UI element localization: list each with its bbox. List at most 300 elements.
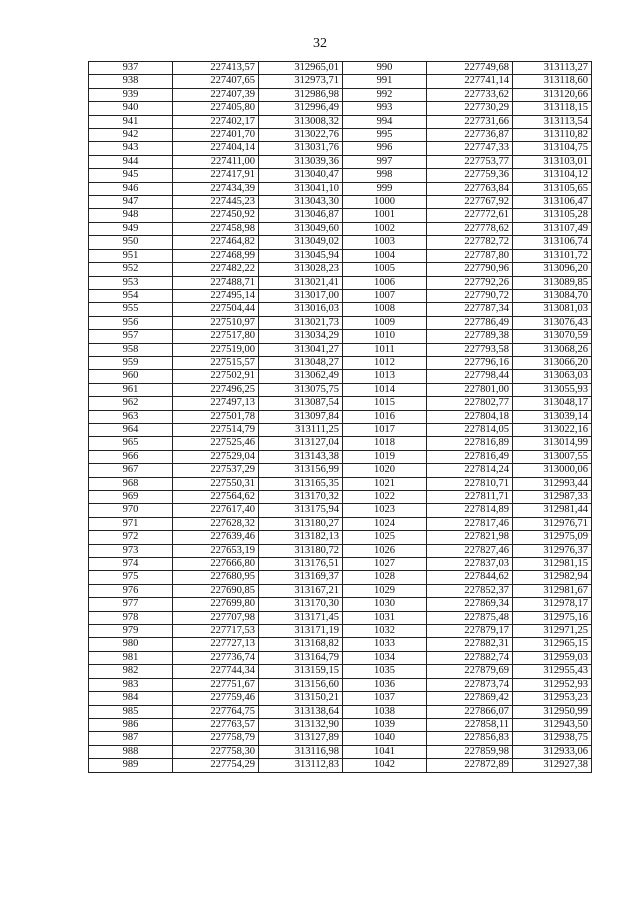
point-number-cell: 1015 bbox=[343, 397, 427, 410]
point-number-cell: 994 bbox=[343, 115, 427, 128]
x-coordinate-cell: 227811,71 bbox=[427, 491, 513, 504]
y-coordinate-cell: 312987,33 bbox=[513, 491, 592, 504]
x-coordinate-cell: 227402,17 bbox=[173, 115, 259, 128]
table-row bbox=[89, 759, 592, 772]
point-number-cell: 968 bbox=[89, 477, 173, 490]
x-coordinate-cell: 227690,85 bbox=[173, 584, 259, 597]
point-number-cell: 976 bbox=[89, 584, 173, 597]
point-number-cell: 991 bbox=[343, 75, 427, 88]
table-row bbox=[89, 450, 592, 463]
x-coordinate-cell: 227405,80 bbox=[173, 102, 259, 115]
table-row bbox=[89, 464, 592, 477]
x-coordinate-cell: 227741,14 bbox=[427, 75, 513, 88]
table-row bbox=[89, 236, 592, 249]
x-coordinate-cell: 227502,91 bbox=[173, 370, 259, 383]
y-coordinate-cell: 313127,04 bbox=[259, 437, 343, 450]
point-number-cell: 987 bbox=[89, 732, 173, 745]
table-row bbox=[89, 263, 592, 276]
y-coordinate-cell: 313048,17 bbox=[513, 397, 592, 410]
point-number-cell: 1010 bbox=[343, 330, 427, 343]
x-coordinate-cell: 227749,68 bbox=[427, 62, 513, 75]
x-coordinate-cell: 227666,80 bbox=[173, 558, 259, 571]
point-number-cell: 998 bbox=[343, 169, 427, 182]
point-number-cell: 1042 bbox=[343, 759, 427, 772]
y-coordinate-cell: 312981,15 bbox=[513, 558, 592, 571]
point-number-cell: 1037 bbox=[343, 692, 427, 705]
table-row bbox=[89, 705, 592, 718]
x-coordinate-cell: 227763,84 bbox=[427, 182, 513, 195]
x-coordinate-cell: 227814,24 bbox=[427, 464, 513, 477]
y-coordinate-cell: 313089,85 bbox=[513, 276, 592, 289]
point-number-cell: 940 bbox=[89, 102, 173, 115]
table-row bbox=[89, 303, 592, 316]
point-number-cell: 972 bbox=[89, 531, 173, 544]
x-coordinate-cell: 227821,98 bbox=[427, 531, 513, 544]
point-number-cell: 939 bbox=[89, 88, 173, 101]
point-number-cell: 1000 bbox=[343, 196, 427, 209]
point-number-cell: 961 bbox=[89, 383, 173, 396]
x-coordinate-cell: 227787,34 bbox=[427, 303, 513, 316]
x-coordinate-cell: 227497,13 bbox=[173, 397, 259, 410]
y-coordinate-cell: 313106,47 bbox=[513, 196, 592, 209]
x-coordinate-cell: 227458,98 bbox=[173, 222, 259, 235]
y-coordinate-cell: 313107,49 bbox=[513, 222, 592, 235]
y-coordinate-cell: 313156,60 bbox=[259, 678, 343, 691]
point-number-cell: 970 bbox=[89, 504, 173, 517]
y-coordinate-cell: 313105,28 bbox=[513, 209, 592, 222]
point-number-cell: 981 bbox=[89, 651, 173, 664]
y-coordinate-cell: 313101,72 bbox=[513, 249, 592, 262]
y-coordinate-cell: 312971,25 bbox=[513, 625, 592, 638]
point-number-cell: 999 bbox=[343, 182, 427, 195]
x-coordinate-cell: 227639,46 bbox=[173, 531, 259, 544]
x-coordinate-cell: 227814,89 bbox=[427, 504, 513, 517]
x-coordinate-cell: 227872,89 bbox=[427, 759, 513, 772]
point-number-cell: 997 bbox=[343, 155, 427, 168]
x-coordinate-cell: 227789,38 bbox=[427, 330, 513, 343]
y-coordinate-cell: 313049,60 bbox=[259, 222, 343, 235]
x-coordinate-cell: 227763,57 bbox=[173, 718, 259, 731]
table-row bbox=[89, 638, 592, 651]
y-coordinate-cell: 313180,72 bbox=[259, 544, 343, 557]
table-row bbox=[89, 678, 592, 691]
y-coordinate-cell: 312973,71 bbox=[259, 75, 343, 88]
x-coordinate-cell: 227504,44 bbox=[173, 303, 259, 316]
x-coordinate-cell: 227804,18 bbox=[427, 410, 513, 423]
y-coordinate-cell: 313068,26 bbox=[513, 343, 592, 356]
x-coordinate-cell: 227772,61 bbox=[427, 209, 513, 222]
x-coordinate-cell: 227764,75 bbox=[173, 705, 259, 718]
y-coordinate-cell: 313045,94 bbox=[259, 249, 343, 262]
point-number-cell: 1041 bbox=[343, 745, 427, 758]
table-row bbox=[89, 383, 592, 396]
x-coordinate-cell: 227754,29 bbox=[173, 759, 259, 772]
table-row bbox=[89, 88, 592, 101]
point-number-cell: 1018 bbox=[343, 437, 427, 450]
x-coordinate-cell: 227628,32 bbox=[173, 517, 259, 530]
y-coordinate-cell: 312950,99 bbox=[513, 705, 592, 718]
x-coordinate-cell: 227787,80 bbox=[427, 249, 513, 262]
table-row bbox=[89, 289, 592, 302]
x-coordinate-cell: 227717,53 bbox=[173, 625, 259, 638]
x-coordinate-cell: 227501,78 bbox=[173, 410, 259, 423]
x-coordinate-cell: 227801,00 bbox=[427, 383, 513, 396]
point-number-cell: 949 bbox=[89, 222, 173, 235]
x-coordinate-cell: 227653,19 bbox=[173, 544, 259, 557]
x-coordinate-cell: 227758,30 bbox=[173, 745, 259, 758]
x-coordinate-cell: 227759,36 bbox=[427, 169, 513, 182]
point-number-cell: 1040 bbox=[343, 732, 427, 745]
x-coordinate-cell: 227537,29 bbox=[173, 464, 259, 477]
x-coordinate-cell: 227517,80 bbox=[173, 330, 259, 343]
x-coordinate-cell: 227736,87 bbox=[427, 129, 513, 142]
y-coordinate-cell: 313014,99 bbox=[513, 437, 592, 450]
y-coordinate-cell: 313081,03 bbox=[513, 303, 592, 316]
x-coordinate-cell: 227417,91 bbox=[173, 169, 259, 182]
point-number-cell: 992 bbox=[343, 88, 427, 101]
y-coordinate-cell: 312981,67 bbox=[513, 584, 592, 597]
table-row bbox=[89, 611, 592, 624]
x-coordinate-cell: 227751,67 bbox=[173, 678, 259, 691]
point-number-cell: 945 bbox=[89, 169, 173, 182]
y-coordinate-cell: 313113,27 bbox=[513, 62, 592, 75]
point-number-cell: 975 bbox=[89, 571, 173, 584]
x-coordinate-cell: 227495,14 bbox=[173, 289, 259, 302]
table-row bbox=[89, 276, 592, 289]
y-coordinate-cell: 313105,65 bbox=[513, 182, 592, 195]
x-coordinate-cell: 227445,23 bbox=[173, 196, 259, 209]
point-number-cell: 1016 bbox=[343, 410, 427, 423]
point-number-cell: 1036 bbox=[343, 678, 427, 691]
x-coordinate-cell: 227411,00 bbox=[173, 155, 259, 168]
x-coordinate-cell: 227401,70 bbox=[173, 129, 259, 142]
y-coordinate-cell: 313008,32 bbox=[259, 115, 343, 128]
table-row bbox=[89, 692, 592, 705]
y-coordinate-cell: 313041,27 bbox=[259, 343, 343, 356]
table-row bbox=[89, 718, 592, 731]
x-coordinate-cell: 227707,98 bbox=[173, 611, 259, 624]
y-coordinate-cell: 313120,66 bbox=[513, 88, 592, 101]
x-coordinate-cell: 227525,46 bbox=[173, 437, 259, 450]
table-row bbox=[89, 732, 592, 745]
point-number-cell: 1032 bbox=[343, 625, 427, 638]
x-coordinate-cell: 227727,13 bbox=[173, 638, 259, 651]
point-number-cell: 1039 bbox=[343, 718, 427, 731]
y-coordinate-cell: 313167,21 bbox=[259, 584, 343, 597]
point-number-cell: 969 bbox=[89, 491, 173, 504]
y-coordinate-cell: 313097,84 bbox=[259, 410, 343, 423]
y-coordinate-cell: 313087,54 bbox=[259, 397, 343, 410]
y-coordinate-cell: 313106,74 bbox=[513, 236, 592, 249]
point-number-cell: 1034 bbox=[343, 651, 427, 664]
point-number-cell: 964 bbox=[89, 423, 173, 436]
x-coordinate-cell: 227510,97 bbox=[173, 316, 259, 329]
y-coordinate-cell: 312955,43 bbox=[513, 665, 592, 678]
y-coordinate-cell: 313132,90 bbox=[259, 718, 343, 731]
x-coordinate-cell: 227680,95 bbox=[173, 571, 259, 584]
x-coordinate-cell: 227816,89 bbox=[427, 437, 513, 450]
table-row bbox=[89, 169, 592, 182]
y-coordinate-cell: 312938,75 bbox=[513, 732, 592, 745]
y-coordinate-cell: 313176,51 bbox=[259, 558, 343, 571]
point-number-cell: 1007 bbox=[343, 289, 427, 302]
table-row bbox=[89, 75, 592, 88]
y-coordinate-cell: 313171,45 bbox=[259, 611, 343, 624]
point-number-cell: 955 bbox=[89, 303, 173, 316]
point-number-cell: 1009 bbox=[343, 316, 427, 329]
point-number-cell: 1017 bbox=[343, 423, 427, 436]
y-coordinate-cell: 313156,99 bbox=[259, 464, 343, 477]
point-number-cell: 958 bbox=[89, 343, 173, 356]
point-number-cell: 1022 bbox=[343, 491, 427, 504]
point-number-cell: 956 bbox=[89, 316, 173, 329]
x-coordinate-cell: 227514,79 bbox=[173, 423, 259, 436]
y-coordinate-cell: 313021,73 bbox=[259, 316, 343, 329]
y-coordinate-cell: 312959,03 bbox=[513, 651, 592, 664]
point-number-cell: 942 bbox=[89, 129, 173, 142]
table-row bbox=[89, 330, 592, 343]
coordinates-table bbox=[88, 61, 592, 773]
point-number-cell: 943 bbox=[89, 142, 173, 155]
x-coordinate-cell: 227450,92 bbox=[173, 209, 259, 222]
x-coordinate-cell: 227817,46 bbox=[427, 517, 513, 530]
point-number-cell: 1013 bbox=[343, 370, 427, 383]
y-coordinate-cell: 313049,02 bbox=[259, 236, 343, 249]
point-number-cell: 1002 bbox=[343, 222, 427, 235]
x-coordinate-cell: 227758,79 bbox=[173, 732, 259, 745]
x-coordinate-cell: 227879,69 bbox=[427, 665, 513, 678]
y-coordinate-cell: 313168,82 bbox=[259, 638, 343, 651]
point-number-cell: 996 bbox=[343, 142, 427, 155]
table-row bbox=[89, 598, 592, 611]
x-coordinate-cell: 227699,80 bbox=[173, 598, 259, 611]
table-row bbox=[89, 209, 592, 222]
point-number-cell: 946 bbox=[89, 182, 173, 195]
y-coordinate-cell: 312981,44 bbox=[513, 504, 592, 517]
x-coordinate-cell: 227730,29 bbox=[427, 102, 513, 115]
point-number-cell: 977 bbox=[89, 598, 173, 611]
point-number-cell: 990 bbox=[343, 62, 427, 75]
x-coordinate-cell: 227810,71 bbox=[427, 477, 513, 490]
x-coordinate-cell: 227793,58 bbox=[427, 343, 513, 356]
y-coordinate-cell: 312933,06 bbox=[513, 745, 592, 758]
y-coordinate-cell: 313031,76 bbox=[259, 142, 343, 155]
x-coordinate-cell: 227879,17 bbox=[427, 625, 513, 638]
point-number-cell: 1035 bbox=[343, 665, 427, 678]
x-coordinate-cell: 227798,44 bbox=[427, 370, 513, 383]
point-number-cell: 1023 bbox=[343, 504, 427, 517]
point-number-cell: 959 bbox=[89, 356, 173, 369]
table-row bbox=[89, 423, 592, 436]
y-coordinate-cell: 313111,25 bbox=[259, 423, 343, 436]
table-row bbox=[89, 102, 592, 115]
y-coordinate-cell: 312976,37 bbox=[513, 544, 592, 557]
x-coordinate-cell: 227464,82 bbox=[173, 236, 259, 249]
point-number-cell: 1001 bbox=[343, 209, 427, 222]
point-number-cell: 1024 bbox=[343, 517, 427, 530]
x-coordinate-cell: 227802,77 bbox=[427, 397, 513, 410]
y-coordinate-cell: 313039,14 bbox=[513, 410, 592, 423]
point-number-cell: 1012 bbox=[343, 356, 427, 369]
point-number-cell: 1003 bbox=[343, 236, 427, 249]
table-row bbox=[89, 517, 592, 530]
y-coordinate-cell: 312965,01 bbox=[259, 62, 343, 75]
y-coordinate-cell: 313000,06 bbox=[513, 464, 592, 477]
y-coordinate-cell: 313017,00 bbox=[259, 289, 343, 302]
y-coordinate-cell: 313182,13 bbox=[259, 531, 343, 544]
y-coordinate-cell: 313159,15 bbox=[259, 665, 343, 678]
point-number-cell: 984 bbox=[89, 692, 173, 705]
point-number-cell: 1006 bbox=[343, 276, 427, 289]
y-coordinate-cell: 313143,38 bbox=[259, 450, 343, 463]
point-number-cell: 1029 bbox=[343, 584, 427, 597]
table-row bbox=[89, 155, 592, 168]
x-coordinate-cell: 227856,83 bbox=[427, 732, 513, 745]
y-coordinate-cell: 312953,23 bbox=[513, 692, 592, 705]
table-row bbox=[89, 62, 592, 75]
x-coordinate-cell: 227790,96 bbox=[427, 263, 513, 276]
x-coordinate-cell: 227413,57 bbox=[173, 62, 259, 75]
table-row bbox=[89, 665, 592, 678]
y-coordinate-cell: 313034,29 bbox=[259, 330, 343, 343]
y-coordinate-cell: 313063,03 bbox=[513, 370, 592, 383]
point-number-cell: 953 bbox=[89, 276, 173, 289]
y-coordinate-cell: 312943,50 bbox=[513, 718, 592, 731]
point-number-cell: 944 bbox=[89, 155, 173, 168]
x-coordinate-cell: 227816,49 bbox=[427, 450, 513, 463]
point-number-cell: 995 bbox=[343, 129, 427, 142]
x-coordinate-cell: 227852,37 bbox=[427, 584, 513, 597]
table-row bbox=[89, 316, 592, 329]
x-coordinate-cell: 227564,62 bbox=[173, 491, 259, 504]
table-row bbox=[89, 544, 592, 557]
y-coordinate-cell: 313055,93 bbox=[513, 383, 592, 396]
x-coordinate-cell: 227866,07 bbox=[427, 705, 513, 718]
y-coordinate-cell: 312976,71 bbox=[513, 517, 592, 530]
x-coordinate-cell: 227515,57 bbox=[173, 356, 259, 369]
x-coordinate-cell: 227407,65 bbox=[173, 75, 259, 88]
y-coordinate-cell: 313171,19 bbox=[259, 625, 343, 638]
y-coordinate-cell: 313007,55 bbox=[513, 450, 592, 463]
point-number-cell: 1027 bbox=[343, 558, 427, 571]
table-row bbox=[89, 558, 592, 571]
point-number-cell: 967 bbox=[89, 464, 173, 477]
y-coordinate-cell: 313118,15 bbox=[513, 102, 592, 115]
point-number-cell: 951 bbox=[89, 249, 173, 262]
point-number-cell: 1008 bbox=[343, 303, 427, 316]
y-coordinate-cell: 313041,10 bbox=[259, 182, 343, 195]
x-coordinate-cell: 227519,00 bbox=[173, 343, 259, 356]
point-number-cell: 1031 bbox=[343, 611, 427, 624]
point-number-cell: 986 bbox=[89, 718, 173, 731]
y-coordinate-cell: 313169,37 bbox=[259, 571, 343, 584]
x-coordinate-cell: 227731,66 bbox=[427, 115, 513, 128]
point-number-cell: 988 bbox=[89, 745, 173, 758]
point-number-cell: 948 bbox=[89, 209, 173, 222]
x-coordinate-cell: 227617,40 bbox=[173, 504, 259, 517]
x-coordinate-cell: 227792,26 bbox=[427, 276, 513, 289]
x-coordinate-cell: 227468,99 bbox=[173, 249, 259, 262]
table-row bbox=[89, 651, 592, 664]
point-number-cell: 947 bbox=[89, 196, 173, 209]
y-coordinate-cell: 312927,38 bbox=[513, 759, 592, 772]
point-number-cell: 962 bbox=[89, 397, 173, 410]
x-coordinate-cell: 227837,03 bbox=[427, 558, 513, 571]
y-coordinate-cell: 313048,27 bbox=[259, 356, 343, 369]
x-coordinate-cell: 227827,46 bbox=[427, 544, 513, 557]
x-coordinate-cell: 227550,31 bbox=[173, 477, 259, 490]
point-number-cell: 980 bbox=[89, 638, 173, 651]
table-row bbox=[89, 115, 592, 128]
point-number-cell: 941 bbox=[89, 115, 173, 128]
x-coordinate-cell: 227747,33 bbox=[427, 142, 513, 155]
point-number-cell: 1014 bbox=[343, 383, 427, 396]
point-number-cell: 993 bbox=[343, 102, 427, 115]
x-coordinate-cell: 227869,34 bbox=[427, 598, 513, 611]
y-coordinate-cell: 313022,16 bbox=[513, 423, 592, 436]
point-number-cell: 978 bbox=[89, 611, 173, 624]
y-coordinate-cell: 313103,01 bbox=[513, 155, 592, 168]
table-row bbox=[89, 129, 592, 142]
x-coordinate-cell: 227404,14 bbox=[173, 142, 259, 155]
y-coordinate-cell: 313062,49 bbox=[259, 370, 343, 383]
point-number-cell: 950 bbox=[89, 236, 173, 249]
point-number-cell: 1011 bbox=[343, 343, 427, 356]
y-coordinate-cell: 313046,87 bbox=[259, 209, 343, 222]
y-coordinate-cell: 312986,98 bbox=[259, 88, 343, 101]
x-coordinate-cell: 227882,31 bbox=[427, 638, 513, 651]
y-coordinate-cell: 313118,60 bbox=[513, 75, 592, 88]
x-coordinate-cell: 227782,72 bbox=[427, 236, 513, 249]
page-number: 32 bbox=[313, 36, 327, 51]
point-number-cell: 985 bbox=[89, 705, 173, 718]
x-coordinate-cell: 227873,74 bbox=[427, 678, 513, 691]
table-row bbox=[89, 491, 592, 504]
point-number-cell: 960 bbox=[89, 370, 173, 383]
point-number-cell: 989 bbox=[89, 759, 173, 772]
table-row bbox=[89, 370, 592, 383]
y-coordinate-cell: 313104,75 bbox=[513, 142, 592, 155]
y-coordinate-cell: 313112,83 bbox=[259, 759, 343, 772]
point-number-cell: 1004 bbox=[343, 249, 427, 262]
x-coordinate-cell: 227814,05 bbox=[427, 423, 513, 436]
point-number-cell: 983 bbox=[89, 678, 173, 691]
y-coordinate-cell: 313076,43 bbox=[513, 316, 592, 329]
y-coordinate-cell: 313084,70 bbox=[513, 289, 592, 302]
x-coordinate-cell: 227869,42 bbox=[427, 692, 513, 705]
x-coordinate-cell: 227434,39 bbox=[173, 182, 259, 195]
table-row bbox=[89, 745, 592, 758]
y-coordinate-cell: 313096,20 bbox=[513, 263, 592, 276]
x-coordinate-cell: 227778,62 bbox=[427, 222, 513, 235]
point-number-cell: 1030 bbox=[343, 598, 427, 611]
point-number-cell: 1020 bbox=[343, 464, 427, 477]
point-number-cell: 979 bbox=[89, 625, 173, 638]
y-coordinate-cell: 313164,79 bbox=[259, 651, 343, 664]
x-coordinate-cell: 227875,48 bbox=[427, 611, 513, 624]
y-coordinate-cell: 313113,54 bbox=[513, 115, 592, 128]
y-coordinate-cell: 313150,21 bbox=[259, 692, 343, 705]
x-coordinate-cell: 227844,62 bbox=[427, 571, 513, 584]
point-number-cell: 1028 bbox=[343, 571, 427, 584]
y-coordinate-cell: 312975,16 bbox=[513, 611, 592, 624]
x-coordinate-cell: 227407,39 bbox=[173, 88, 259, 101]
y-coordinate-cell: 313066,20 bbox=[513, 356, 592, 369]
y-coordinate-cell: 312993,44 bbox=[513, 477, 592, 490]
point-number-cell: 954 bbox=[89, 289, 173, 302]
y-coordinate-cell: 312996,49 bbox=[259, 102, 343, 115]
x-coordinate-cell: 227858,11 bbox=[427, 718, 513, 731]
